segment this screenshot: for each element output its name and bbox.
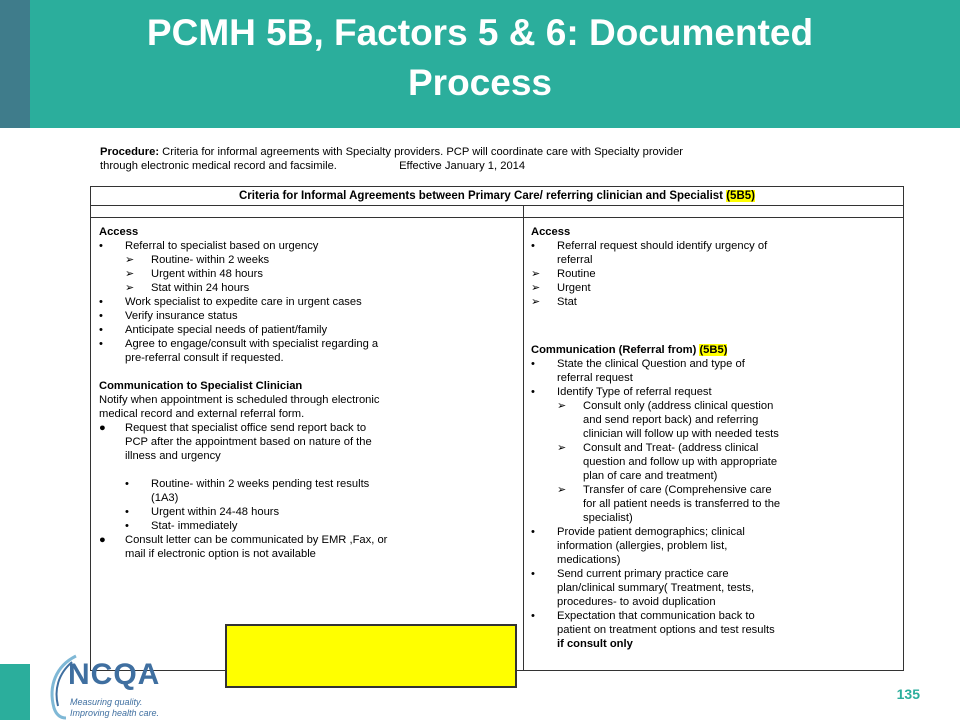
bullet-icon: • — [125, 478, 129, 490]
bullet-icon: • — [531, 610, 535, 622]
expectation-bold: if consult only — [557, 638, 633, 650]
arrow-bullet-icon: ➢ — [125, 282, 135, 294]
list-item: ➢ Urgent — [531, 282, 591, 294]
dot-bullet-icon: ● — [99, 422, 106, 434]
list-item: • Verify insurance status — [99, 310, 238, 322]
list-item: • State the clinical Question and type of referral request — [531, 358, 745, 384]
list-item: • Agree to engage/consult with specialist regarding a pre-referral consult if requested. — [99, 338, 379, 364]
list-item: ● Request that specialist office send report back to PCP after the appointment based on nature of the illness and urgency — [99, 422, 372, 462]
list-item: • Identify Type of referral request — [531, 386, 712, 398]
procedure-line1: Criteria for informal agreements with Specialty providers. PCP will coordinate care with Specialty provider — [162, 146, 684, 158]
table-spacer-row — [91, 205, 903, 218]
list-item: ➢ Routine- within 2 weeks — [125, 254, 270, 266]
bullet-icon: • — [531, 526, 535, 538]
banner-accent — [0, 0, 30, 128]
list-item: ➢ Consult and Treat- (address clinical question and follow up with appropriate plan of care and treatment) — [557, 442, 778, 482]
bullet-icon: • — [125, 506, 129, 518]
list-item: ➢ Consult only (address clinical question and send report back) and referring clinician will follow up with needed tests — [557, 400, 779, 440]
list-item: • Stat- immediately — [125, 520, 238, 532]
specialist-column — [531, 225, 897, 651]
list-item: • Provide patient demographics; clinical information (allergies, problem list, medications) — [531, 526, 745, 566]
comm-line: medical record and external referral form. — [99, 408, 305, 420]
list-item: ➢ Stat within 24 hours — [125, 282, 250, 294]
list-item: • Work specialist to expedite care in urgent cases — [99, 296, 362, 308]
ncqa-logo — [46, 652, 176, 720]
footer-accent — [0, 664, 30, 720]
bullet-icon: • — [531, 386, 535, 398]
list-item: • Routine- within 2 weeks pending test results (1A3) — [125, 478, 370, 504]
list-item: • Expectation that communication back to patient on treatment options and test results if consult only — [531, 610, 775, 650]
list-item: ➢ Routine — [531, 268, 596, 280]
procedure-text — [100, 145, 860, 173]
primary-care-column — [99, 225, 517, 561]
slide-title-line1: PCMH 5B, Factors 5 & 6: Documented — [146, 12, 814, 53]
title-banner — [0, 0, 960, 128]
bullet-icon: • — [125, 520, 129, 532]
arrow-bullet-icon: ➢ — [557, 484, 567, 496]
table-header-text: Criteria for Informal Agreements between Primary Care/ referring clinician and Specialist — [239, 190, 724, 202]
criteria-table — [90, 186, 904, 671]
arrow-bullet-icon: ➢ — [557, 400, 567, 412]
right-access-heading: Access — [531, 226, 571, 238]
list-item: ➢ Stat — [531, 296, 577, 308]
left-comm-heading: Communication to Specialist Clinician — [99, 380, 303, 392]
bullet-icon: • — [99, 324, 103, 336]
procedure-line2: through electronic medical record and facsimile. Effective January 1, 2014 — [100, 160, 526, 172]
logo-word: NCQA — [68, 658, 161, 691]
dot-bullet-icon: ● — [99, 534, 106, 546]
logo-tagline: Measuring quality. — [70, 697, 143, 707]
comm-line: Notify when appointment is scheduled through electronic — [99, 394, 380, 406]
table-header — [91, 187, 903, 206]
page-number: 135 — [896, 686, 920, 702]
list-item: • Referral to specialist based on urgency — [99, 240, 319, 252]
list-item: • Referral request should identify urgency of referral — [531, 240, 768, 266]
bullet-icon: • — [99, 338, 103, 350]
arrow-bullet-icon: ➢ — [557, 442, 567, 454]
right-comm-heading: Communication (Referral from) (5B5) — [531, 344, 728, 356]
bullet-icon: • — [531, 358, 535, 370]
bullet-icon: • — [531, 568, 535, 580]
bullet-icon: • — [99, 240, 103, 252]
column-divider — [523, 205, 524, 670]
list-item: ➢ Transfer of care (Comprehensive care for all patient needs is transferred to the specialist) — [557, 484, 781, 524]
arrow-bullet-icon: ➢ — [125, 254, 135, 266]
arrow-bullet-icon: ➢ — [125, 268, 135, 280]
list-item: ● Consult letter can be communicated by EMR ,Fax, or mail if electronic option is not available — [99, 534, 388, 560]
list-item: • Send current primary practice care plan/clinical summary( Treatment, tests, procedures- to avoid duplication — [531, 568, 755, 608]
table-header-tag: (5B5) — [726, 190, 755, 202]
list-item: • Anticipate special needs of patient/family — [99, 324, 328, 336]
logo-tagline: Improving health care. — [70, 708, 160, 718]
arrow-bullet-icon: ➢ — [531, 296, 541, 308]
arrow-bullet-icon: ➢ — [531, 282, 541, 294]
comm-tag: (5B5) — [699, 344, 728, 356]
procedure-label: Procedure: — [100, 146, 160, 158]
arrow-bullet-icon: ➢ — [531, 268, 541, 280]
slide-title — [30, 8, 930, 108]
slide-title-line2: Process — [408, 62, 552, 103]
list-item: ➢ Urgent within 48 hours — [125, 268, 263, 280]
left-access-heading: Access — [99, 226, 139, 238]
bullet-icon: • — [99, 296, 103, 308]
highlighted-empty-box — [225, 624, 517, 688]
bullet-icon: • — [531, 240, 535, 252]
bullet-icon: • — [99, 310, 103, 322]
list-item: • Urgent within 24-48 hours — [125, 506, 280, 518]
